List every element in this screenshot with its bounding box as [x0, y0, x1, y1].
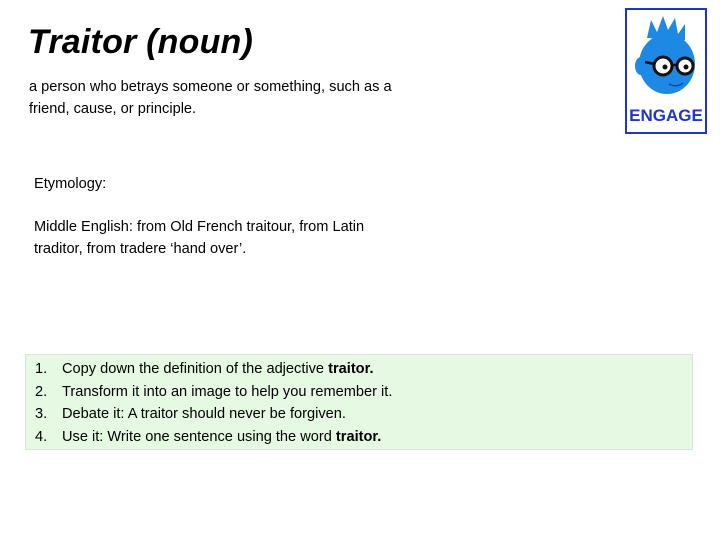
task-box	[25, 354, 693, 450]
task-number: 1.	[35, 361, 48, 377]
task-number: 2.	[35, 383, 48, 400]
logo-text: ENGAGE	[629, 106, 703, 125]
task-text: Use it: Write one sentence using the word	[62, 428, 336, 445]
task-keyword: traitor.	[335, 428, 382, 445]
task-text: Debate it: A traitor should never be forgiven.	[62, 406, 346, 422]
task-number: 4.	[35, 428, 48, 445]
task-number: 3.	[35, 406, 48, 422]
task-text: Copy down the definition of the adjective	[62, 361, 329, 377]
task-item	[35, 426, 392, 449]
engage-logo	[625, 8, 707, 134]
cartoon-face-with-glasses-icon	[625, 8, 707, 134]
task-keyword: traitor.	[328, 361, 374, 377]
etymology-heading: Etymology:	[34, 176, 107, 192]
task-text: Transform it into an image to help you remember it.	[62, 383, 393, 400]
task-item	[35, 403, 392, 426]
task-item	[35, 381, 392, 404]
slide-title: Traitor (noun)	[28, 23, 254, 61]
task-list	[35, 358, 392, 448]
etymology-text: Middle English: from Old French traitour, from Latin traditor, from tradere ‘hand over’.	[34, 219, 365, 257]
definition-text: a person who betrays someone or something, such as a friend, cause, or principle.	[29, 79, 392, 117]
task-item	[35, 358, 392, 381]
